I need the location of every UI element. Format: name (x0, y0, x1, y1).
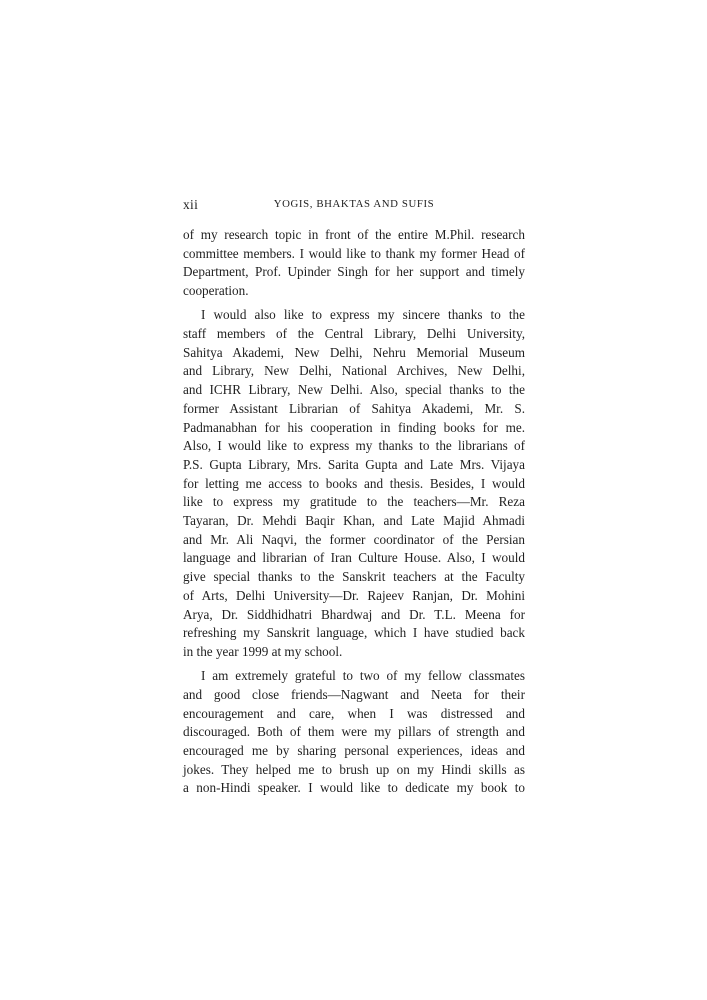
text-line: and good close friends—Nagwant and Neeta for their (183, 686, 525, 702)
text-line: like to express my gratitude to the teachers—Mr. Reza (183, 494, 525, 510)
page-number: xii (183, 197, 199, 212)
text-line: language and librarian of Iran Culture House. Also, I would (183, 550, 525, 566)
text-line: Tayaran, Dr. Mehdi Baqir Khan, and Late Majid Ahmadi (183, 513, 525, 529)
text-line: of Arts, Delhi University—Dr. Rajeev Ranjan, Dr. Mohini (183, 587, 525, 603)
text-line: Padmanabhan for his cooperation in finding books for me. (183, 419, 525, 435)
text-line: give special thanks to the Sanskrit teachers at the Faculty (183, 569, 525, 585)
text-line: and ICHR Library, New Delhi. Also, special thanks to the (183, 382, 525, 398)
text-line: encouragement and care, when I was distressed and (183, 705, 525, 721)
paragraph (183, 226, 525, 301)
running-title: YOGIS, BHAKTAS AND SUFIS (273, 198, 435, 210)
page-header (183, 196, 525, 212)
text-line: Arya, Dr. Siddhidhatri Bhardwaj and Dr. T.L. Meena for (183, 606, 525, 622)
paragraph (183, 306, 525, 661)
paragraph (183, 667, 525, 798)
text-line: in the year 1999 at my school. (183, 643, 343, 659)
text-line: of my research topic in front of the entire M.Phil. research (183, 227, 525, 242)
text-line: refreshing my Sanskrit language, which I have studied back (183, 625, 525, 641)
text-line: I would also like to express my sincere thanks to the (201, 307, 525, 323)
text-line: jokes. They helped me to brush up on my Hindi skills as (183, 761, 525, 777)
text-line: staff members of the Central Library, Delhi University, (183, 326, 525, 342)
body-text (183, 226, 525, 798)
text-line: committee members. I would like to thank my former Head of (183, 245, 525, 261)
text-line: Department, Prof. Upinder Singh for her support and timely (183, 264, 525, 280)
text-line: discouraged. Both of them were my pillars of strength and (183, 724, 525, 740)
text-line: P.S. Gupta Library, Mrs. Sarita Gupta and Late Mrs. Vijaya (183, 456, 525, 472)
text-line: Also, I would like to express my thanks to the librarians of (183, 438, 525, 454)
text-line: and Library, New Delhi, National Archives, New Delhi, (183, 363, 525, 379)
text-line: encouraged me by sharing personal experiences, ideas and (183, 742, 525, 758)
text-line: I am extremely grateful to two of my fellow classmates (201, 668, 525, 684)
text-line: Sahitya Akademi, New Delhi, Nehru Memorial Museum (183, 344, 525, 360)
text-line: cooperation. (183, 283, 249, 299)
text-line: a non-Hindi speaker. I would like to dedicate my book to (183, 780, 525, 796)
text-line: for letting me access to books and thesis. Besides, I would (183, 475, 525, 491)
text-line: former Assistant Librarian of Sahitya Akademi, Mr. S. (183, 400, 525, 416)
text-line: and Mr. Ali Naqvi, the former coordinator of the Persian (183, 531, 525, 547)
